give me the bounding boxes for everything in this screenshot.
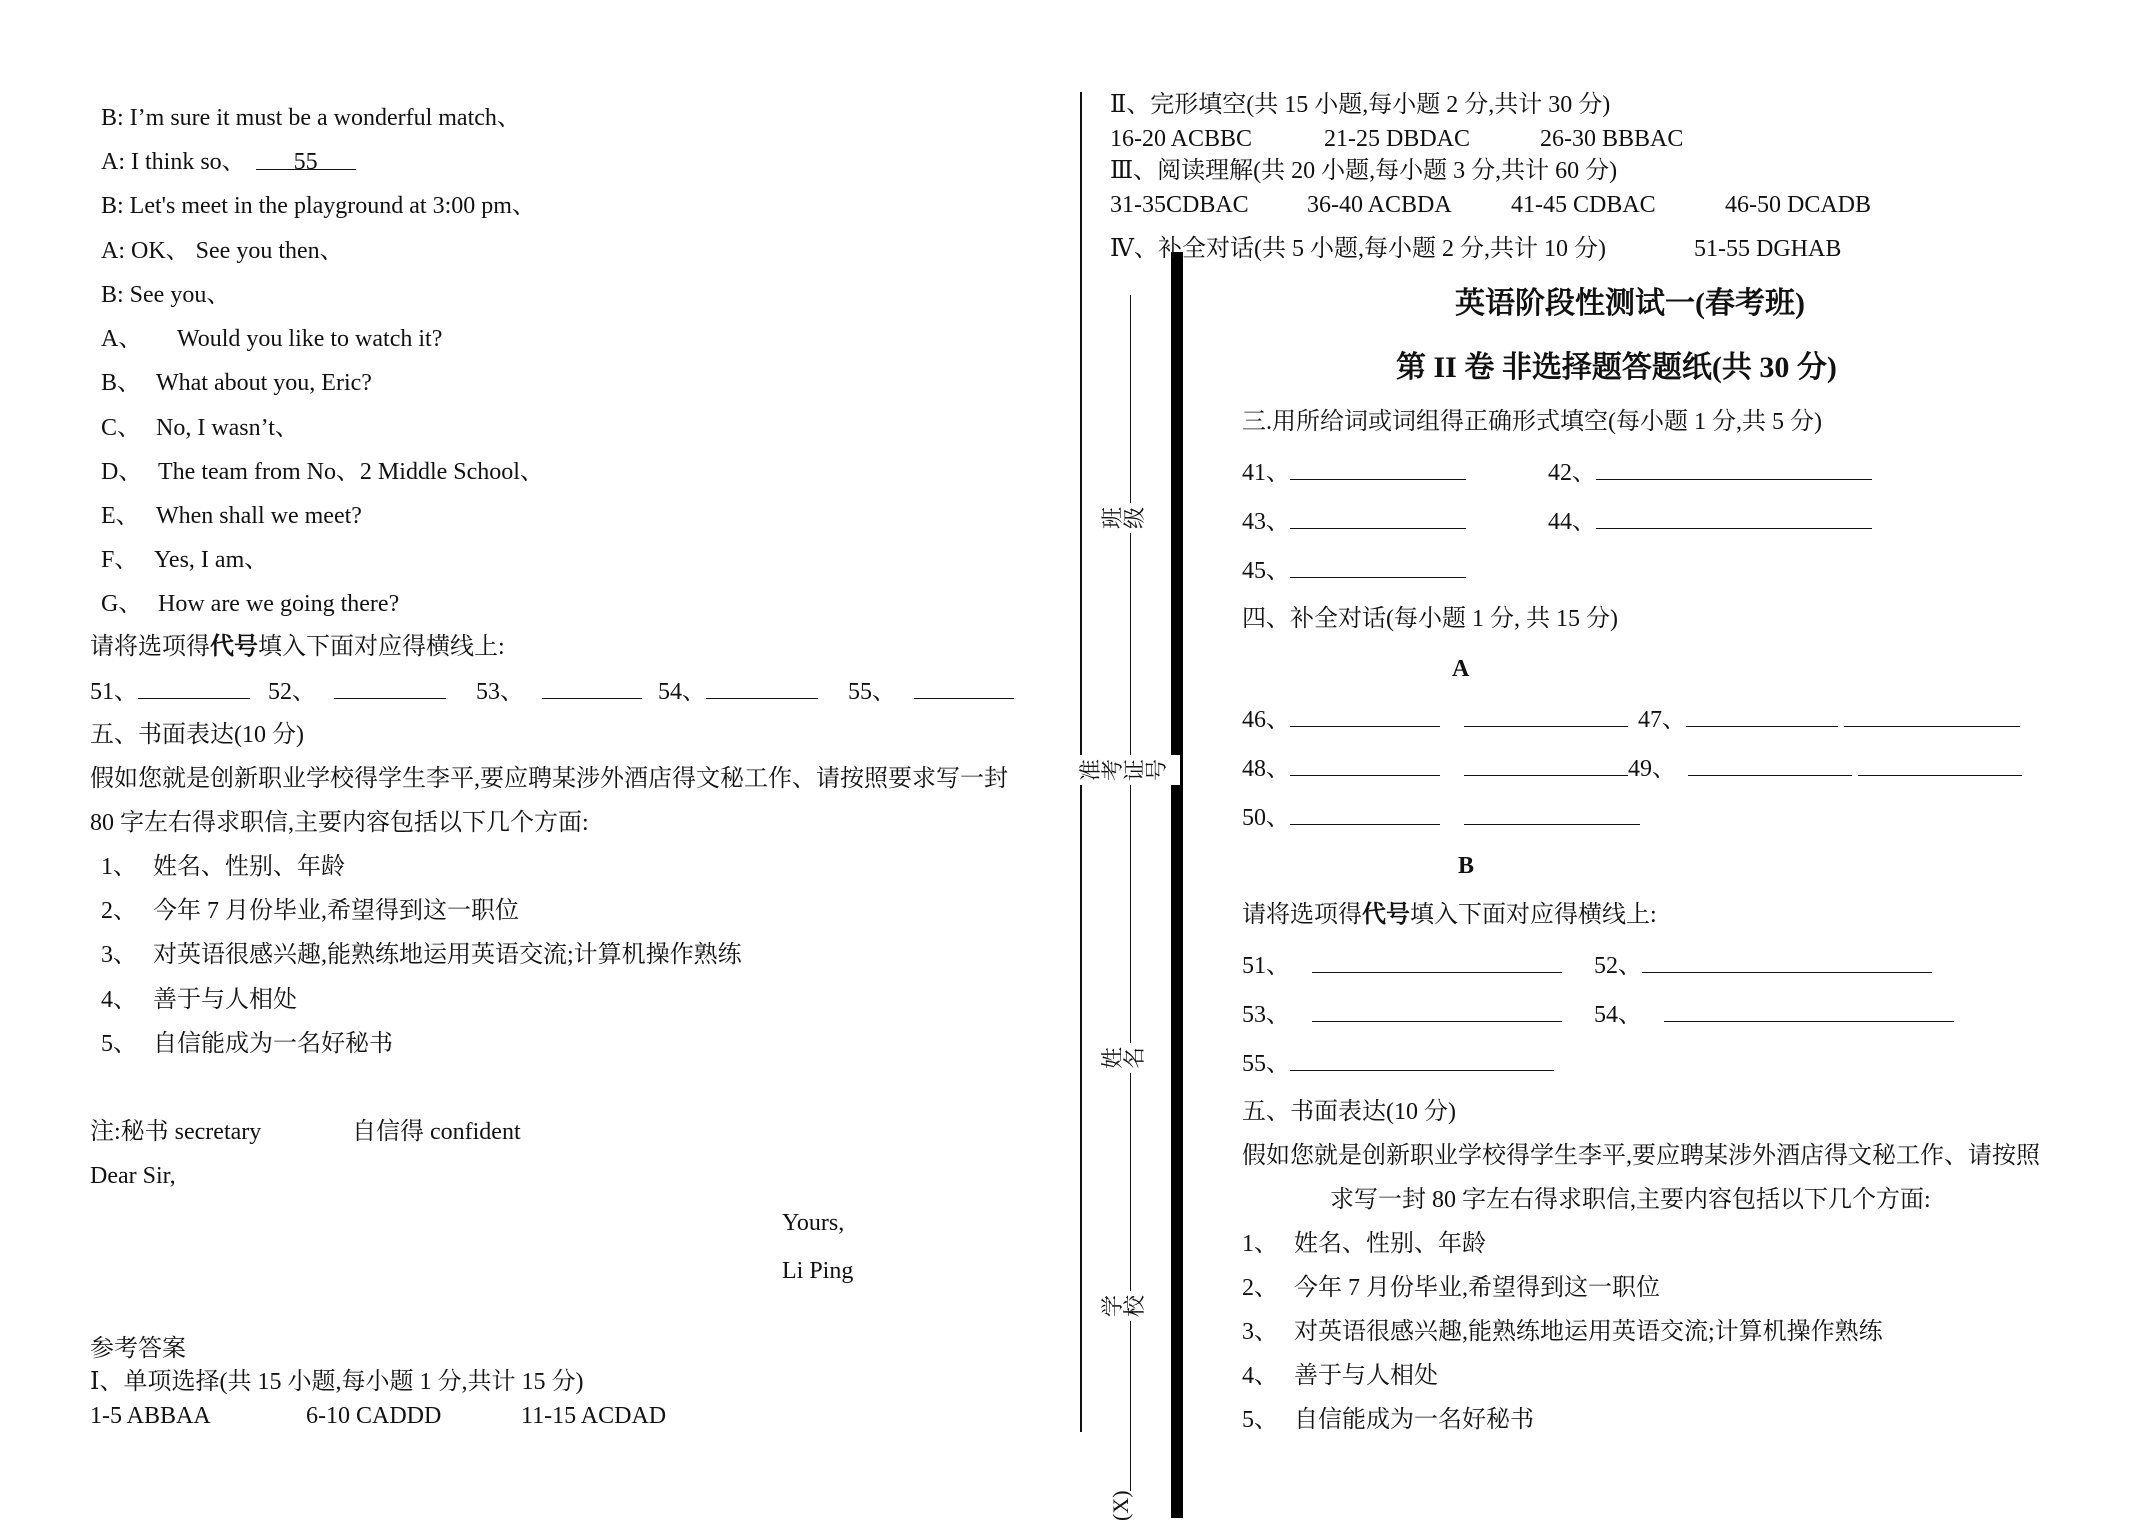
point-text: 善于与人相处 xyxy=(1294,1363,1438,1389)
point-number: 2、 xyxy=(1242,1275,1278,1301)
answer-blank[interactable] xyxy=(1290,704,1440,727)
answer-key-row xyxy=(1110,124,1683,154)
blank-label: 55、 xyxy=(1242,1051,1290,1077)
fill-blank-row xyxy=(1242,802,1640,833)
prompt-text: 求写一封 80 字左右得求职信,主要内容包括以下几个方面: xyxy=(1330,1187,1931,1213)
option-key: F、 xyxy=(101,547,139,573)
answer-blank[interactable] xyxy=(1290,457,1466,480)
answer-key: 16-20 ACBBC xyxy=(1110,126,1253,152)
answer-blank[interactable] xyxy=(1596,457,1872,480)
letter-greeting: Dear Sir, xyxy=(90,1163,176,1189)
answer-key: 26-30 BBBAC xyxy=(1540,126,1684,152)
answer-key: 46-50 DCADB xyxy=(1725,192,1872,218)
answer-key-row xyxy=(1110,190,1871,220)
answer-key: 11-15 ACDAD xyxy=(521,1403,667,1429)
dialogue-text: A: I think so、 xyxy=(101,149,246,175)
point-number: 1、 xyxy=(1242,1231,1278,1257)
answer-blank[interactable] xyxy=(1464,704,1628,727)
exam-title: 英语阶段性测试一(春考班) xyxy=(1455,287,1805,320)
fill-blank-row xyxy=(1242,1048,1554,1079)
option-key: A、 xyxy=(101,326,143,352)
option-key: E、 xyxy=(101,503,140,529)
answer-key: 41-45 CDBAC xyxy=(1511,192,1656,218)
point-text: 对英语很感兴趣,能熟练地运用英语交流;计算机操作熟练 xyxy=(1294,1319,1883,1345)
point-text: 今年 7 月份毕业,希望得到这一职位 xyxy=(1294,1275,1660,1301)
answer-blank[interactable] xyxy=(1290,1048,1554,1071)
point-text: 善于与人相处 xyxy=(153,987,297,1013)
point-number: 3、 xyxy=(101,942,137,968)
point-item xyxy=(101,940,742,970)
point-text: 今年 7 月份毕业,希望得到这一职位 xyxy=(153,898,519,924)
answer-key: 21-25 DBDAC xyxy=(1324,126,1471,152)
instruction-bold: 代号 xyxy=(1362,902,1410,928)
dialogue-line: B: See you、 xyxy=(101,282,231,308)
option-text: No, I wasn’t、 xyxy=(156,415,299,441)
blank-label: 46、 xyxy=(1242,707,1290,733)
blank-label: 53、 xyxy=(476,679,524,705)
fill-blank-row xyxy=(1242,457,1872,488)
part-label: B xyxy=(1458,853,1475,879)
instruction-text: 请将选项得 xyxy=(90,634,210,660)
answer-blank[interactable] xyxy=(1844,704,2020,727)
answer-section-title: Ⅰ、单项选择(共 15 小题,每小题 1 分,共计 15 分) xyxy=(90,1369,584,1395)
option-item xyxy=(101,324,442,354)
blank-label: 49、 xyxy=(1628,756,1676,782)
blank-label: 54、 xyxy=(1594,1002,1642,1028)
fill-blank-row xyxy=(1242,753,2022,784)
option-key: B、 xyxy=(101,370,142,396)
answer-blank[interactable] xyxy=(138,676,250,699)
point-number: 4、 xyxy=(101,987,137,1013)
blank-label: 55、 xyxy=(848,679,896,705)
instruction xyxy=(1242,900,1657,930)
answer-key: 36-40 ACBDA xyxy=(1307,192,1452,218)
binding-line xyxy=(1130,295,1131,1518)
blank-label: 51、 xyxy=(90,679,138,705)
instruction xyxy=(90,632,505,662)
blank-label: 52、 xyxy=(1594,953,1642,979)
blank-label: 54、 xyxy=(658,679,706,705)
option-item xyxy=(101,413,299,443)
prompt-text: 假如您就是创新职业学校得学生李平,要应聘某涉外酒店得文秘工作、请按照 xyxy=(1242,1143,2040,1169)
answer-blank[interactable] xyxy=(1688,753,1852,776)
dialogue-line: B: Let's meet in the playground at 3:00 pm、 xyxy=(101,193,536,219)
option-item xyxy=(101,545,268,575)
blank-label: 50、 xyxy=(1242,805,1290,831)
answer-section-label: Ⅳ、补全对话(共 5 小题,每小题 2 分,共计 10 分) xyxy=(1110,236,1606,262)
prompt-text: 假如您就是创新职业学校得学生李平,要应聘某涉外酒店得文秘工作、请按照要求写一封 xyxy=(90,766,1008,792)
left-column xyxy=(0,0,1075,1518)
point-number: 3、 xyxy=(1242,1319,1278,1345)
point-number: 1、 xyxy=(101,854,137,880)
blank-label: 53、 xyxy=(1242,1002,1290,1028)
point-item xyxy=(1242,1317,1883,1347)
option-text: Yes, I am、 xyxy=(154,547,269,573)
blank-label: 52、 xyxy=(268,679,316,705)
side-label-bottom: (X) xyxy=(1110,1491,1150,1521)
answer-section-title: Ⅲ、阅读理解(共 20 小题,每小题 3 分,共计 60 分) xyxy=(1110,158,1618,184)
point-number: 4、 xyxy=(1242,1363,1278,1389)
answer-key: 1-5 ABBAA xyxy=(90,1403,211,1429)
side-label-school: 学校 xyxy=(1102,1291,1158,1321)
answer-section-title: Ⅱ、完形填空(共 15 小题,每小题 2 分,共计 30 分) xyxy=(1110,92,1611,118)
blank-label: 44、 xyxy=(1548,509,1596,535)
letter-signature: Li Ping xyxy=(782,1258,854,1284)
answer-blank[interactable] xyxy=(914,676,1014,699)
letter-closing: Yours, xyxy=(782,1210,845,1236)
side-label-class: 班级 xyxy=(1102,503,1158,533)
option-text: Would you like to watch it? xyxy=(177,326,443,352)
dialogue-line: B: I’m sure it must be a wonderful match、 xyxy=(101,105,521,131)
option-text: When shall we meet? xyxy=(156,503,362,529)
blank-55-number: 55 xyxy=(293,149,318,175)
answer-blank[interactable] xyxy=(1642,950,1932,973)
section-title: 五、书面表达(10 分) xyxy=(90,722,304,748)
point-text: 对英语很感兴趣,能熟练地运用英语交流;计算机操作熟练 xyxy=(153,942,742,968)
point-item xyxy=(101,985,297,1015)
answer-blank[interactable] xyxy=(1464,802,1640,825)
answer-section-title xyxy=(1110,234,1841,264)
dialogue-line xyxy=(101,147,356,177)
answer-blank[interactable] xyxy=(1312,999,1562,1022)
instruction-bold: 代号 xyxy=(210,634,258,660)
option-key: C、 xyxy=(101,415,142,441)
point-item xyxy=(1242,1229,1486,1259)
answer-blank[interactable] xyxy=(542,676,642,699)
vocab-note: 自信得 confident xyxy=(352,1119,521,1145)
answer-blank[interactable] xyxy=(1464,753,1628,776)
point-number: 5、 xyxy=(1242,1407,1278,1433)
answer-blanks-row xyxy=(90,676,1014,707)
side-label-exam-id: 准考证号 xyxy=(1080,755,1180,785)
answer-key: 6-10 CADDD xyxy=(306,1403,442,1429)
answer-blank[interactable] xyxy=(1290,555,1466,578)
answer-key-row xyxy=(90,1401,666,1431)
fill-blank-row xyxy=(1242,704,2020,735)
point-text: 自信能成为一名好秘书 xyxy=(1294,1407,1534,1433)
point-number: 2、 xyxy=(101,898,137,924)
answer-key: 31-35CDBAC xyxy=(1110,192,1249,218)
blank-label: 48、 xyxy=(1242,756,1290,782)
prompt-text: 80 字左右得求职信,主要内容包括以下几个方面: xyxy=(90,810,589,836)
dialogue-line: A: OK、 See you then、 xyxy=(101,238,344,264)
blank-label: 51、 xyxy=(1242,953,1290,979)
exam-subtitle: 第 II 卷 非选择题答题纸(共 30 分) xyxy=(1396,351,1837,384)
section-title: 五、书面表达(10 分) xyxy=(1242,1099,1456,1125)
point-text: 姓名、性别、年龄 xyxy=(1294,1231,1486,1257)
point-item xyxy=(1242,1361,1438,1391)
fill-blank-row xyxy=(1242,506,1872,537)
answer-blank[interactable] xyxy=(334,676,446,699)
instruction-text: 填入下面对应得横线上: xyxy=(1410,902,1657,928)
option-item xyxy=(101,589,399,619)
answer-blank[interactable] xyxy=(1686,704,1838,727)
point-item xyxy=(101,852,345,882)
binding-bar xyxy=(1171,252,1183,1518)
point-item xyxy=(1242,1405,1534,1435)
answer-key: 51-55 DGHAB xyxy=(1694,236,1842,262)
option-item xyxy=(101,457,544,487)
answer-blank[interactable] xyxy=(1312,950,1562,973)
section-title: 四、补全对话(每小题 1 分, 共 15 分) xyxy=(1242,606,1618,632)
vocab-note: 注:秘书 secretary xyxy=(90,1119,262,1145)
blank-label: 43、 xyxy=(1242,509,1290,535)
option-item xyxy=(101,368,372,398)
point-item xyxy=(101,1029,393,1059)
point-item xyxy=(1242,1273,1660,1303)
blank-label: 41、 xyxy=(1242,460,1290,486)
blank-label: 45、 xyxy=(1242,558,1290,584)
point-text: 自信能成为一名好秘书 xyxy=(153,1031,393,1057)
answer-blank[interactable] xyxy=(1664,999,1954,1022)
option-text: The team from No、2 Middle School、 xyxy=(158,459,544,485)
point-number: 5、 xyxy=(101,1031,137,1057)
answer-blank[interactable] xyxy=(1290,753,1440,776)
instruction-text: 请将选项得 xyxy=(1242,902,1362,928)
answer-blank[interactable] xyxy=(1290,802,1440,825)
option-key: D、 xyxy=(101,459,143,485)
fill-blank-row xyxy=(1242,950,1932,981)
point-item xyxy=(101,896,519,926)
option-key: G、 xyxy=(101,591,143,617)
option-item xyxy=(101,501,362,531)
fill-blank-row xyxy=(1242,555,1466,586)
instruction-text: 填入下面对应得横线上: xyxy=(258,634,505,660)
option-text: What about you, Eric? xyxy=(156,370,372,396)
option-text: How are we going there? xyxy=(158,591,400,617)
answer-blank[interactable] xyxy=(706,676,818,699)
blank-label: 47、 xyxy=(1638,707,1686,733)
point-text: 姓名、性别、年龄 xyxy=(153,854,345,880)
fill-blank-row xyxy=(1242,999,1954,1030)
answer-blank[interactable] xyxy=(1596,506,1872,529)
section-title: 三.用所给词或词组得正确形式填空(每小题 1 分,共 5 分) xyxy=(1242,409,1822,435)
side-label-name: 姓名 xyxy=(1102,1043,1158,1073)
part-label: A xyxy=(1452,656,1470,682)
answer-blank[interactable] xyxy=(1858,753,2022,776)
blank-label: 42、 xyxy=(1548,460,1596,486)
answer-blank[interactable] xyxy=(1290,506,1466,529)
blank-55 xyxy=(256,147,356,175)
reference-answers-title: 参考答案 xyxy=(90,1336,186,1362)
